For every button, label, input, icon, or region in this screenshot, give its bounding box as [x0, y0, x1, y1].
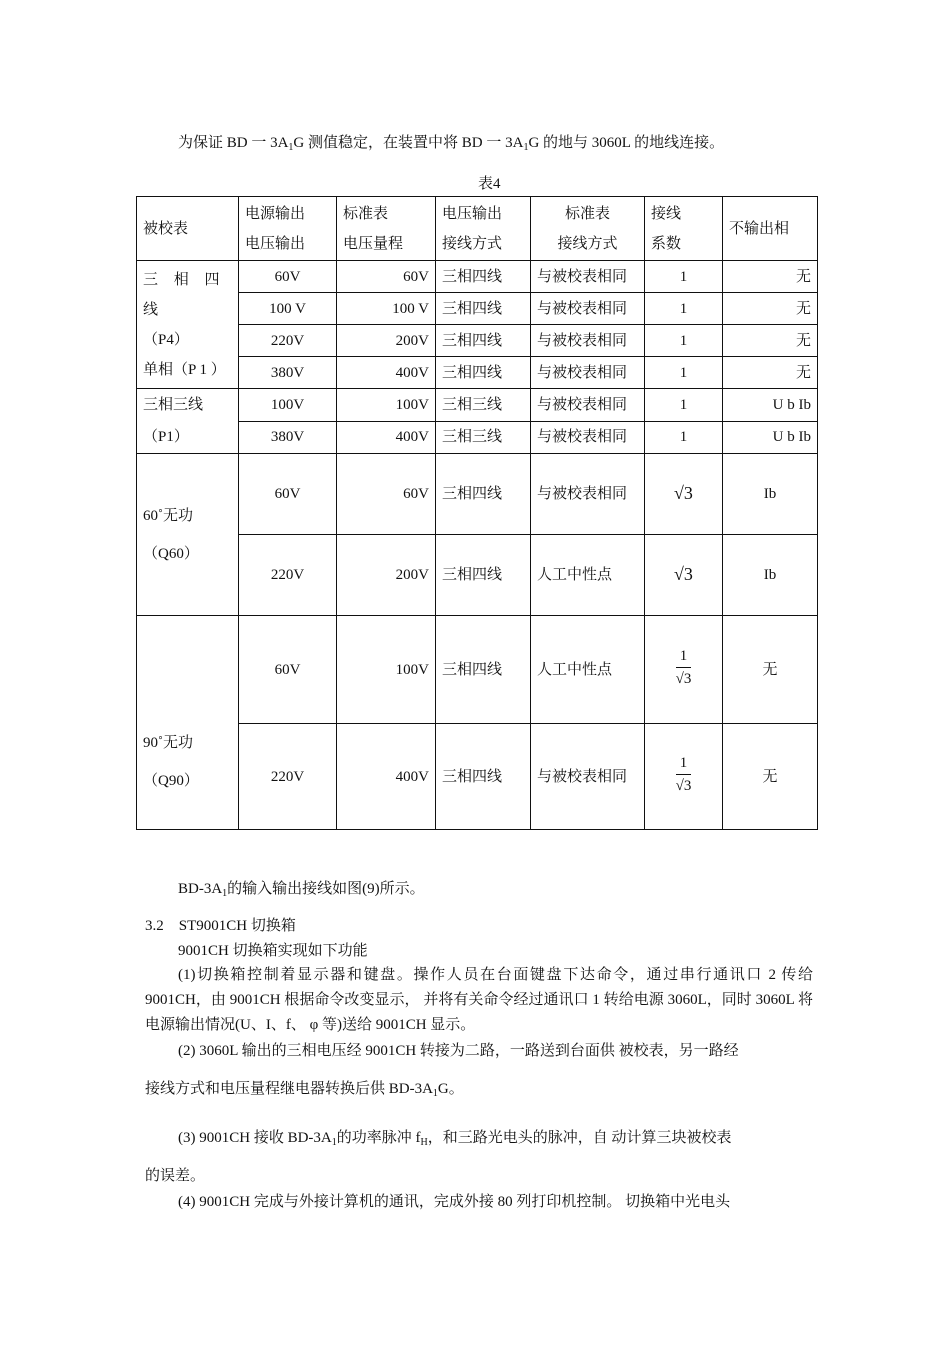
cell-range: 200V	[337, 535, 436, 616]
cell-no-out: 无	[723, 724, 818, 830]
cell-no-out: U b Ib	[723, 421, 818, 454]
cell-coef: $\frac{1}{√3}$	[645, 616, 723, 724]
cell-no-out: Ib	[723, 535, 818, 616]
table-4	[136, 196, 818, 830]
cell-range: 60V	[337, 454, 436, 535]
paragraph-2-line-1: (2) 3060L 输出的三相电压经 9001CH 转接为二路，一路送到台面供 被校表，另一路经	[178, 1043, 739, 1059]
table-row	[137, 454, 818, 535]
table-row	[137, 325, 818, 357]
paragraph-3-line-2: 的误差。	[145, 1168, 206, 1184]
cell-coef: √3	[645, 454, 723, 535]
paragraph-4: (4) 9001CH 完成与外接计算机的通讯，完成外接 80 列打印机控制。 切换箱中光电头	[178, 1194, 731, 1210]
intro-sub-2: 1	[523, 142, 529, 153]
cell-range: 400V	[337, 357, 436, 389]
cell-std-wiring: 与被校表相同	[531, 454, 645, 535]
section-heading	[145, 914, 296, 935]
cell-out: 380V	[239, 421, 337, 454]
cell-no-out: 无	[723, 293, 818, 325]
table-row	[137, 389, 818, 422]
cell-no-out: U b Ib	[723, 389, 818, 422]
table-header-row	[137, 197, 818, 261]
table-row	[137, 616, 818, 724]
lead-line: 9001CH 切换箱实现如下功能	[178, 943, 368, 959]
cell-no-out: 无	[723, 325, 818, 357]
cell-range: 60V	[337, 261, 436, 293]
wiring-reference-line: $BD-3A_1$的输入输出接线如图(9)所示。	[178, 881, 425, 899]
header-standard-range: 标准表 电压量程	[337, 197, 436, 261]
cell-coef: 1	[645, 357, 723, 389]
table-row	[137, 421, 818, 454]
header-voltage-wiring: 电压输出 接线方式	[436, 197, 531, 261]
cell-no-out: 无	[723, 261, 818, 293]
cell-no-out: 无	[723, 616, 818, 724]
cell-no-out: Ib	[723, 454, 818, 535]
table-row	[137, 357, 818, 389]
cell-wiring: 三相四线	[436, 325, 531, 357]
cell-wiring: 三相四线	[436, 293, 531, 325]
group-label-p1: 三相三线 （P1）	[137, 389, 239, 454]
cell-coef: 1	[645, 261, 723, 293]
cell-coef: 1	[645, 421, 723, 454]
cell-wiring: 三相四线	[436, 357, 531, 389]
cell-wiring: 三相四线	[436, 261, 531, 293]
cell-coef: $\frac{1}{√3}$	[645, 724, 723, 830]
cell-coef: 1	[645, 325, 723, 357]
cell-std-wiring: 与被校表相同	[531, 261, 645, 293]
intro-sub-1: 1	[288, 142, 294, 153]
cell-range: 400V	[337, 724, 436, 830]
cell-out: 220V	[239, 724, 337, 830]
cell-wiring: 三相四线	[436, 454, 531, 535]
cell-out: 220V	[239, 535, 337, 616]
section-title: ST9001CH 切换箱	[178, 918, 296, 934]
cell-coef: 1	[645, 293, 723, 325]
cell-wiring: 三相三线	[436, 389, 531, 422]
intro-text-3: G 的地与 3060L 的地线连接。	[528, 135, 725, 151]
intro-text-1: 为保证 BD 一 3A	[178, 135, 289, 151]
table-row	[137, 261, 818, 293]
cell-std-wiring: 与被校表相同	[531, 389, 645, 422]
cell-range: 200V	[337, 325, 436, 357]
cell-out: 60V	[239, 261, 337, 293]
cell-std-wiring: 与被校表相同	[531, 421, 645, 454]
cell-out: 60V	[239, 454, 337, 535]
cell-wiring: 三相四线	[436, 535, 531, 616]
cell-wiring: 三相四线	[436, 616, 531, 724]
cell-std-wiring: 与被校表相同	[531, 293, 645, 325]
table-row	[137, 293, 818, 325]
cell-std-wiring: 人工中性点	[531, 535, 645, 616]
cell-range: 400V	[337, 421, 436, 454]
cell-std-wiring: 人工中性点	[531, 616, 645, 724]
cell-out: 220V	[239, 325, 337, 357]
header-meter: 被校表	[137, 197, 239, 261]
cell-range: 100 V	[337, 293, 436, 325]
group-label-q60: 60˚无功 （Q60）	[137, 454, 239, 616]
cell-coef: 1	[645, 389, 723, 422]
intro-text-2: G 测值稳定，在装置中将 BD 一 3A	[293, 135, 524, 151]
paragraph-3-line-1: (3) 9001CH 接收 $BD-3A_1$的功率脉冲 $f_H$，和三路光电头的脉冲，自 动计算三块被校表	[178, 1130, 732, 1148]
group-label-p4: 三 相 四 线 （P4） 单相（P 1 ）	[137, 261, 239, 389]
paragraph-2-line-2: 接线方式和电压量程继电器转换后供 $BD-3A_1G$。	[145, 1081, 464, 1099]
header-source-output: 电源输出 电压输出	[239, 197, 337, 261]
table-caption: 表4	[478, 176, 501, 192]
cell-no-out: 无	[723, 357, 818, 389]
cell-std-wiring: 与被校表相同	[531, 357, 645, 389]
table-row	[137, 724, 818, 830]
table-row	[137, 535, 818, 616]
cell-range: 100V	[337, 389, 436, 422]
cell-wiring: 三相四线	[436, 724, 531, 830]
paragraph-1: (1)切换箱控制着显示器和键盘。操作人员在台面键盘下达命令，通过串行通讯口 2 传给 9001CH，由 9001CH 根据命令改变显示， 并将有关命令经过通讯口 1 转给电源 3060L，同时 3060L 将电源输出情况(U、I、f、 φ 等)送给 9001CH 显示。	[145, 967, 813, 1033]
header-no-output-phase: 不输出相	[723, 197, 818, 261]
cell-out: 100V	[239, 389, 337, 422]
intro-line	[178, 131, 724, 152]
header-standard-wiring: 标准表 接线方式	[531, 197, 645, 261]
cell-out: 100 V	[239, 293, 337, 325]
header-coefficient: 接线 系数	[645, 197, 723, 261]
group-label-q90: 90˚无功 （Q90）	[137, 616, 239, 830]
cell-out: 60V	[239, 616, 337, 724]
cell-std-wiring: 与被校表相同	[531, 325, 645, 357]
cell-coef: √3	[645, 535, 723, 616]
cell-range: 100V	[337, 616, 436, 724]
cell-wiring: 三相三线	[436, 421, 531, 454]
cell-out: 380V	[239, 357, 337, 389]
section-number: 3.2	[145, 918, 164, 934]
cell-std-wiring: 与被校表相同	[531, 724, 645, 830]
